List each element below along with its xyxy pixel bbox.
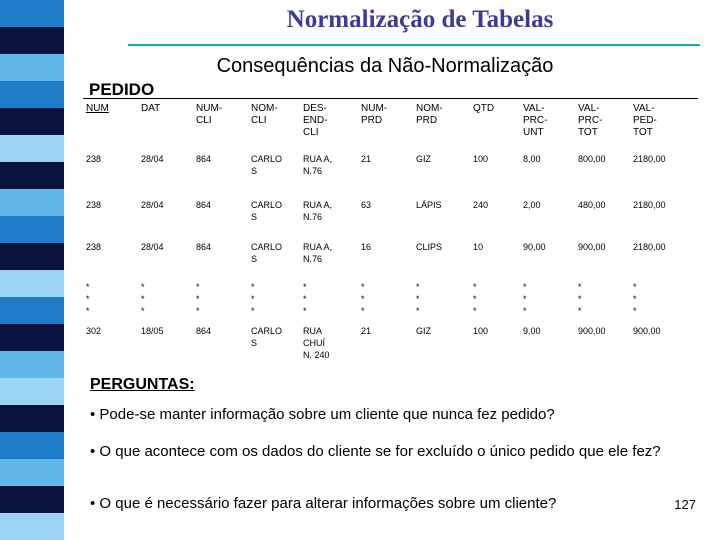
- table-cell: 900,00: [578, 325, 606, 336]
- table-cell: RUA A, N.76: [303, 199, 333, 222]
- table-cell: 100: [473, 153, 489, 164]
- question-item: • O que é necessário fazer para alterar informações sobre um cliente?: [90, 495, 557, 512]
- column-header: DAT: [138, 99, 193, 151]
- table-label: PEDIDO: [89, 80, 155, 99]
- table-cell: 63: [361, 199, 372, 210]
- column-header: DES- END- CLI: [300, 99, 358, 151]
- table-cell: 238: [86, 241, 102, 252]
- question-item: • O que acontece com os dados do cliente se for excluído o único pedido que ele fez?: [90, 443, 661, 460]
- table-cell: 864: [196, 153, 212, 164]
- table-row: [83, 197, 698, 239]
- table-cell: 21: [361, 325, 372, 336]
- stripe-segment: [0, 162, 64, 189]
- table-cell: * * *: [251, 281, 255, 316]
- table-cell: LÁPIS: [416, 199, 442, 210]
- table-cell: RUA A, N.76: [303, 241, 333, 264]
- table-cell: * * *: [416, 281, 420, 316]
- table-cell: * * *: [361, 281, 365, 316]
- table-cell: GIZ: [416, 325, 431, 336]
- table-cell: 18/05: [141, 325, 164, 336]
- stripe-segment: [0, 270, 64, 297]
- page-number: 127: [674, 497, 696, 512]
- table-cell: * * *: [196, 281, 200, 316]
- stripe-segment: [0, 405, 64, 432]
- stripe-segment: [0, 486, 64, 513]
- table-cell: * * *: [303, 281, 307, 316]
- column-header: QTD: [470, 99, 520, 151]
- table-cell: 28/04: [141, 241, 164, 252]
- table-cell: * * *: [86, 281, 90, 316]
- table-cell: 2,00: [523, 199, 541, 210]
- stripe-segment: [0, 432, 64, 459]
- stripe-segment: [0, 108, 64, 135]
- table-cell: 2180,00: [633, 241, 666, 252]
- table-cell: * * *: [473, 281, 477, 316]
- stripe-segment: [0, 243, 64, 270]
- column-header: NUM- PRD: [358, 99, 413, 151]
- table-cell: CARLO S: [251, 241, 283, 264]
- table-header-row: [83, 99, 698, 151]
- stripe-segment: [0, 189, 64, 216]
- table-cell: * * *: [141, 281, 145, 316]
- table-cell: 900,00: [633, 325, 661, 336]
- table-cell: * * *: [578, 281, 582, 316]
- table-cell: 9,00: [523, 325, 541, 336]
- table-cell: 16: [361, 241, 372, 252]
- table-cell: CARLO S: [251, 325, 283, 348]
- pedido-table: [83, 98, 698, 363]
- stripe-segment: [0, 27, 64, 54]
- table-cell: 28/04: [141, 199, 164, 210]
- table-cell: 900,00: [578, 241, 606, 252]
- column-header: NUM: [83, 99, 138, 151]
- table-cell: 8,00: [523, 153, 541, 164]
- table-row: [83, 323, 698, 363]
- table-cell: * * *: [633, 281, 637, 316]
- table-cell: 238: [86, 199, 102, 210]
- decorative-stripe-bar: [0, 0, 64, 540]
- slide-title: Normalização de Tabelas: [286, 6, 554, 33]
- questions-heading: PERGUNTAS:: [90, 376, 195, 393]
- table-row: [83, 151, 698, 197]
- column-header: NOM- PRD: [413, 99, 470, 151]
- table-cell: CLIPS: [416, 241, 443, 252]
- table-cell: 480,00: [578, 199, 606, 210]
- question-item: • Pode-se manter informação sobre um cliente que nunca fez pedido?: [90, 406, 555, 423]
- column-header: NUM- CLI: [193, 99, 248, 151]
- table-cell: 238: [86, 153, 102, 164]
- table-cell: 864: [196, 241, 212, 252]
- stripe-segment: [0, 54, 64, 81]
- table-cell: CARLO S: [251, 199, 283, 222]
- table-cell: 864: [196, 199, 212, 210]
- title-underline: [128, 44, 700, 46]
- table-cell: 2180,00: [633, 199, 666, 210]
- slide-subtitle: Consequências da Não-Normalização: [216, 55, 554, 77]
- column-header: NOM- CLI: [248, 99, 300, 151]
- column-header: VAL- PRC- UNT: [520, 99, 575, 151]
- table-cell: 2180,00: [633, 153, 666, 164]
- table-cell: 21: [361, 153, 372, 164]
- stripe-segment: [0, 513, 64, 540]
- table-cell: RUA A, N.76: [303, 153, 333, 176]
- stripe-segment: [0, 297, 64, 324]
- stripe-segment: [0, 81, 64, 108]
- table-cell: 100: [473, 325, 489, 336]
- stripe-segment: [0, 135, 64, 162]
- table-cell: 800,00: [578, 153, 606, 164]
- stripe-segment: [0, 378, 64, 405]
- stripe-segment: [0, 0, 64, 27]
- stripe-segment: [0, 216, 64, 243]
- table-cell: RUA CHUÍ N. 240: [303, 325, 330, 360]
- table-cell: GIZ: [416, 153, 431, 164]
- table-cell: CARLO S: [251, 153, 283, 176]
- column-header: VAL- PED- TOT: [630, 99, 698, 151]
- stripe-segment: [0, 351, 64, 378]
- table-cell: 90,00: [523, 241, 546, 252]
- stripe-segment: [0, 459, 64, 486]
- column-header: VAL- PRC- TOT: [575, 99, 630, 151]
- table-row: [83, 279, 698, 323]
- table-cell: 302: [86, 325, 102, 336]
- table-cell: * * *: [523, 281, 527, 316]
- table-row: [83, 239, 698, 279]
- table-cell: 864: [196, 325, 212, 336]
- stripe-segment: [0, 324, 64, 351]
- table-cell: 28/04: [141, 153, 164, 164]
- table-cell: 240: [473, 199, 489, 210]
- table-cell: 10: [473, 241, 484, 252]
